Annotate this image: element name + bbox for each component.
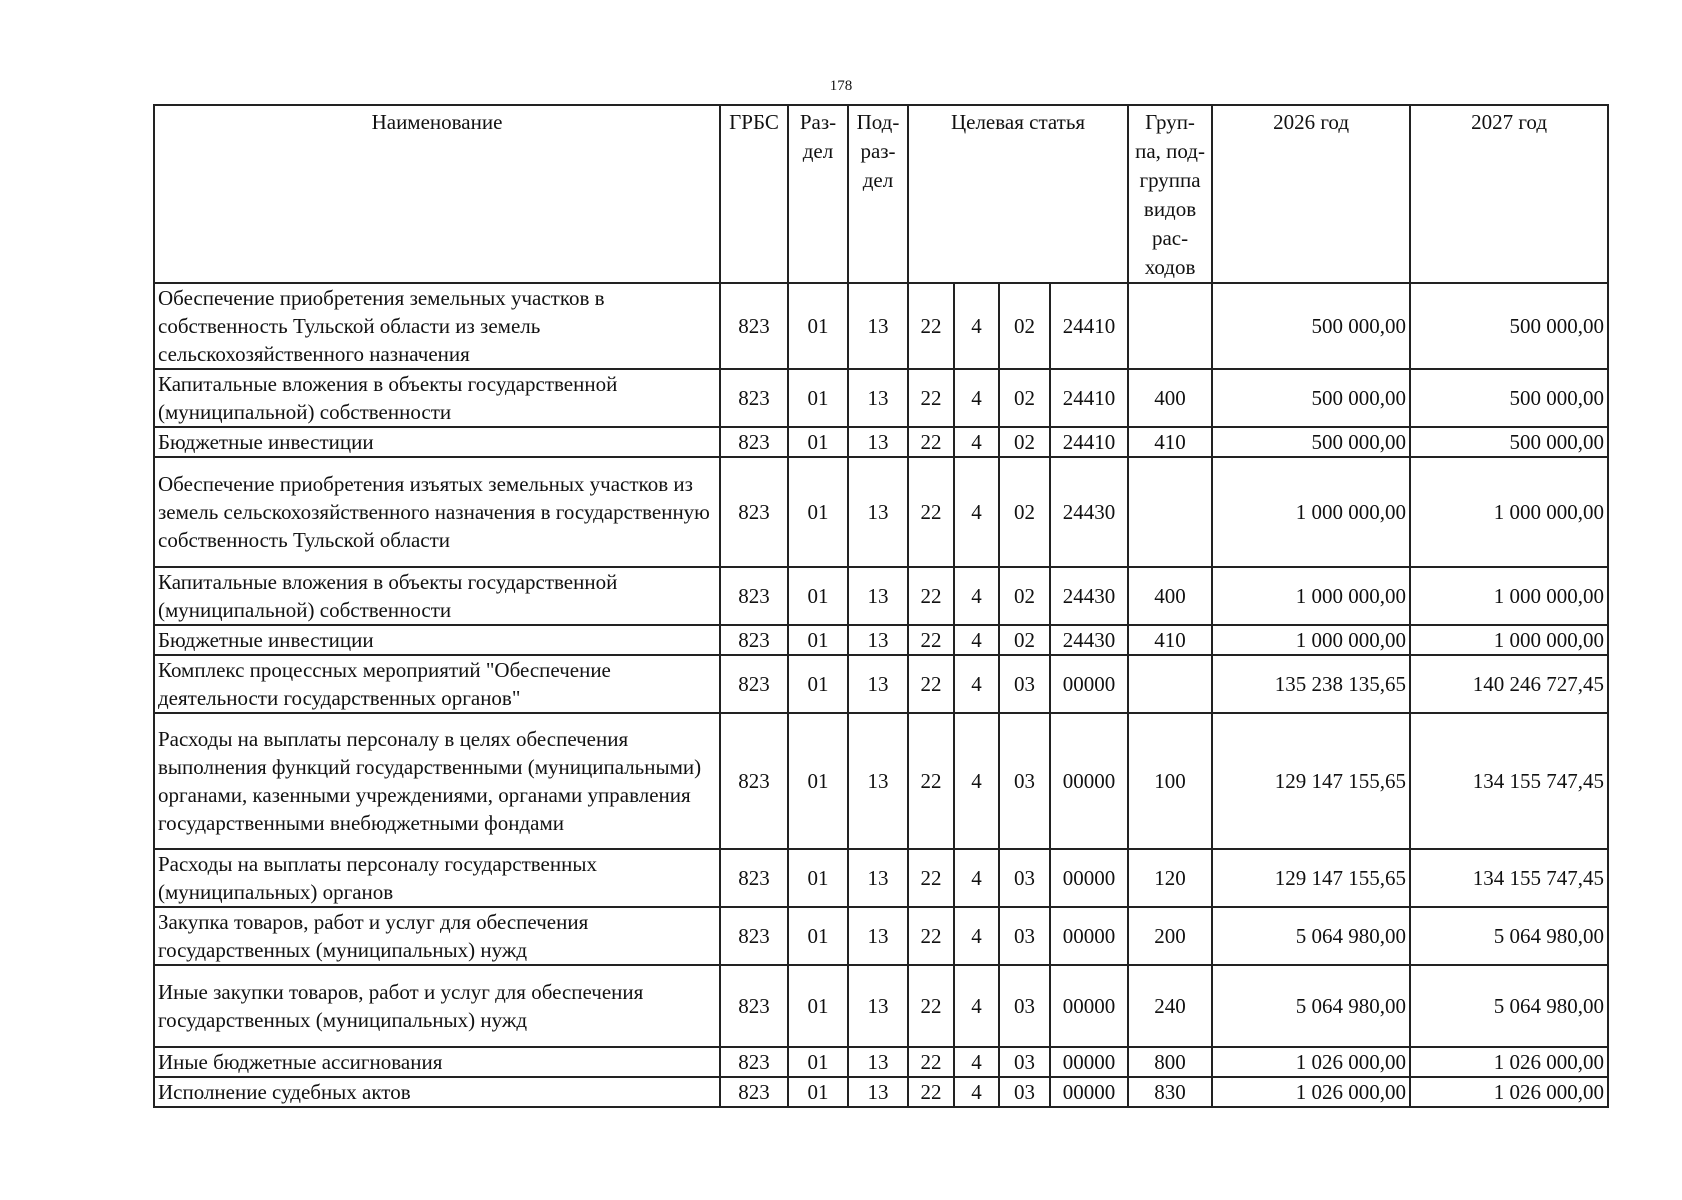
cell-podrazdel: 13	[848, 457, 908, 567]
cell-2027: 134 155 747,45	[1410, 713, 1608, 849]
cell-target-1: 22	[908, 457, 954, 567]
cell-target-4: 00000	[1050, 849, 1128, 907]
cell-2026: 129 147 155,65	[1212, 713, 1410, 849]
cell-name: Бюджетные инвестиции	[154, 625, 720, 655]
cell-target-3: 02	[999, 427, 1050, 457]
table-row	[154, 849, 1608, 907]
cell-2026: 1 026 000,00	[1212, 1077, 1410, 1107]
table-row	[154, 369, 1608, 427]
cell-grbs: 823	[720, 1047, 788, 1077]
cell-razdel: 01	[788, 457, 848, 567]
cell-target-2: 4	[954, 567, 999, 625]
cell-2026: 5 064 980,00	[1212, 907, 1410, 965]
cell-target-2: 4	[954, 625, 999, 655]
cell-2026: 135 238 135,65	[1212, 655, 1410, 713]
cell-razdel: 01	[788, 283, 848, 369]
cell-podrazdel: 13	[848, 965, 908, 1047]
cell-podrazdel: 13	[848, 283, 908, 369]
cell-2027: 500 000,00	[1410, 283, 1608, 369]
table-row	[154, 457, 1608, 567]
cell-target-2: 4	[954, 713, 999, 849]
cell-target-1: 22	[908, 849, 954, 907]
cell-target-3: 03	[999, 849, 1050, 907]
cell-2027: 140 246 727,45	[1410, 655, 1608, 713]
table-row	[154, 625, 1608, 655]
cell-expense-group	[1128, 457, 1212, 567]
cell-target-4: 00000	[1050, 1047, 1128, 1077]
cell-razdel: 01	[788, 567, 848, 625]
cell-target-2: 4	[954, 1047, 999, 1077]
cell-razdel: 01	[788, 713, 848, 849]
cell-target-3: 03	[999, 965, 1050, 1047]
cell-target-2: 4	[954, 457, 999, 567]
cell-target-1: 22	[908, 567, 954, 625]
cell-target-4: 00000	[1050, 655, 1128, 713]
cell-2026: 5 064 980,00	[1212, 965, 1410, 1047]
cell-2027: 5 064 980,00	[1410, 965, 1608, 1047]
cell-grbs: 823	[720, 457, 788, 567]
cell-target-1: 22	[908, 369, 954, 427]
cell-target-1: 22	[908, 283, 954, 369]
cell-expense-group	[1128, 283, 1212, 369]
header-2026: 2026 год	[1212, 105, 1410, 283]
cell-target-4: 24430	[1050, 457, 1128, 567]
cell-grbs: 823	[720, 427, 788, 457]
cell-expense-group: 410	[1128, 427, 1212, 457]
cell-2026: 500 000,00	[1212, 427, 1410, 457]
cell-target-1: 22	[908, 965, 954, 1047]
cell-podrazdel: 13	[848, 655, 908, 713]
cell-grbs: 823	[720, 655, 788, 713]
cell-name: Бюджетные инвестиции	[154, 427, 720, 457]
header-target-article: Целевая статья	[908, 105, 1128, 283]
cell-name: Исполнение судебных актов	[154, 1077, 720, 1107]
cell-target-4: 24410	[1050, 369, 1128, 427]
cell-target-3: 02	[999, 457, 1050, 567]
cell-target-3: 03	[999, 1047, 1050, 1077]
cell-razdel: 01	[788, 369, 848, 427]
cell-grbs: 823	[720, 849, 788, 907]
table-row	[154, 1047, 1608, 1077]
cell-name: Комплекс процессных мероприятий "Обеспечение деятельности государственных органов"	[154, 655, 720, 713]
cell-target-3: 03	[999, 655, 1050, 713]
cell-target-4: 24410	[1050, 283, 1128, 369]
cell-name: Закупка товаров, работ и услуг для обеспечения государственных (муниципальных) нужд	[154, 907, 720, 965]
table-row	[154, 567, 1608, 625]
cell-target-2: 4	[954, 907, 999, 965]
cell-grbs: 823	[720, 965, 788, 1047]
cell-2027: 500 000,00	[1410, 427, 1608, 457]
header-podrazdel: Под- раз- дел	[848, 105, 908, 283]
cell-2026: 1 000 000,00	[1212, 625, 1410, 655]
cell-target-1: 22	[908, 907, 954, 965]
cell-expense-group: 400	[1128, 369, 1212, 427]
cell-2026: 1 026 000,00	[1212, 1047, 1410, 1077]
header-grbs: ГРБС	[720, 105, 788, 283]
cell-2026: 1 000 000,00	[1212, 457, 1410, 567]
cell-target-3: 02	[999, 369, 1050, 427]
cell-target-4: 24430	[1050, 625, 1128, 655]
header-razdel: Раз- дел	[788, 105, 848, 283]
cell-target-2: 4	[954, 283, 999, 369]
cell-name: Иные бюджетные ассигнования	[154, 1047, 720, 1077]
table-row	[154, 965, 1608, 1047]
cell-target-1: 22	[908, 1077, 954, 1107]
cell-target-3: 02	[999, 625, 1050, 655]
cell-target-2: 4	[954, 655, 999, 713]
header-name: Наименование	[154, 105, 720, 283]
cell-target-4: 24410	[1050, 427, 1128, 457]
cell-target-2: 4	[954, 427, 999, 457]
cell-target-1: 22	[908, 1047, 954, 1077]
cell-grbs: 823	[720, 567, 788, 625]
cell-expense-group	[1128, 655, 1212, 713]
table-row	[154, 713, 1608, 849]
cell-2027: 1 026 000,00	[1410, 1047, 1608, 1077]
cell-target-4: 24430	[1050, 567, 1128, 625]
cell-podrazdel: 13	[848, 1047, 908, 1077]
cell-podrazdel: 13	[848, 713, 908, 849]
cell-podrazdel: 13	[848, 625, 908, 655]
cell-2026: 129 147 155,65	[1212, 849, 1410, 907]
cell-podrazdel: 13	[848, 1077, 908, 1107]
cell-2026: 500 000,00	[1212, 369, 1410, 427]
header-expense-group: Груп- па, под- группа видов рас- ходов	[1128, 105, 1212, 283]
table-body	[154, 283, 1608, 1107]
table-row	[154, 1077, 1608, 1107]
table-row	[154, 427, 1608, 457]
cell-razdel: 01	[788, 427, 848, 457]
cell-target-2: 4	[954, 965, 999, 1047]
cell-podrazdel: 13	[848, 427, 908, 457]
cell-podrazdel: 13	[848, 567, 908, 625]
cell-razdel: 01	[788, 655, 848, 713]
cell-razdel: 01	[788, 1077, 848, 1107]
cell-grbs: 823	[720, 369, 788, 427]
cell-expense-group: 200	[1128, 907, 1212, 965]
cell-name: Обеспечение приобретения земельных участков в собственность Тульской области из земель сельскохозяйственного назначения	[154, 283, 720, 369]
cell-expense-group: 240	[1128, 965, 1212, 1047]
cell-target-4: 00000	[1050, 1077, 1128, 1107]
cell-expense-group: 400	[1128, 567, 1212, 625]
cell-target-4: 00000	[1050, 713, 1128, 849]
header-2027: 2027 год	[1410, 105, 1608, 283]
cell-2026: 1 000 000,00	[1212, 567, 1410, 625]
cell-target-2: 4	[954, 369, 999, 427]
cell-target-4: 00000	[1050, 907, 1128, 965]
cell-podrazdel: 13	[848, 907, 908, 965]
cell-grbs: 823	[720, 625, 788, 655]
cell-2027: 5 064 980,00	[1410, 907, 1608, 965]
cell-target-3: 03	[999, 1077, 1050, 1107]
cell-podrazdel: 13	[848, 849, 908, 907]
cell-expense-group: 120	[1128, 849, 1212, 907]
table-row	[154, 283, 1608, 369]
cell-2027: 1 000 000,00	[1410, 567, 1608, 625]
cell-2027: 1 000 000,00	[1410, 457, 1608, 567]
cell-name: Расходы на выплаты персоналу в целях обеспечения выполнения функций государственными (муниципальными) органами, казенными учреждениями, органами управления государственными внебюджетными фондами	[154, 713, 720, 849]
cell-expense-group: 410	[1128, 625, 1212, 655]
cell-podrazdel: 13	[848, 369, 908, 427]
cell-grbs: 823	[720, 907, 788, 965]
cell-2027: 500 000,00	[1410, 369, 1608, 427]
cell-2027: 134 155 747,45	[1410, 849, 1608, 907]
cell-target-3: 02	[999, 283, 1050, 369]
cell-name: Иные закупки товаров, работ и услуг для обеспечения государственных (муниципальных) нужд	[154, 965, 720, 1047]
table-row	[154, 655, 1608, 713]
cell-target-1: 22	[908, 427, 954, 457]
cell-name: Капитальные вложения в объекты государственной (муниципальной) собственности	[154, 567, 720, 625]
cell-expense-group: 830	[1128, 1077, 1212, 1107]
cell-name: Обеспечение приобретения изъятых земельных участков из земель сельскохозяйственного назначения в государственную собственность Тульской области	[154, 457, 720, 567]
cell-name: Расходы на выплаты персоналу государственных (муниципальных) органов	[154, 849, 720, 907]
cell-target-1: 22	[908, 625, 954, 655]
cell-target-2: 4	[954, 849, 999, 907]
cell-name: Капитальные вложения в объекты государственной (муниципальной) собственности	[154, 369, 720, 427]
cell-target-3: 03	[999, 907, 1050, 965]
cell-razdel: 01	[788, 625, 848, 655]
cell-expense-group: 800	[1128, 1047, 1212, 1077]
cell-target-1: 22	[908, 713, 954, 849]
cell-expense-group: 100	[1128, 713, 1212, 849]
cell-grbs: 823	[720, 1077, 788, 1107]
header-row	[154, 105, 1608, 283]
cell-2026: 500 000,00	[1212, 283, 1410, 369]
budget-table	[153, 104, 1609, 1108]
cell-target-2: 4	[954, 1077, 999, 1107]
cell-target-3: 02	[999, 567, 1050, 625]
cell-razdel: 01	[788, 1047, 848, 1077]
page-number: 178	[829, 78, 853, 94]
cell-2027: 1 026 000,00	[1410, 1077, 1608, 1107]
cell-target-1: 22	[908, 655, 954, 713]
cell-2027: 1 000 000,00	[1410, 625, 1608, 655]
cell-target-3: 03	[999, 713, 1050, 849]
cell-target-4: 00000	[1050, 965, 1128, 1047]
cell-razdel: 01	[788, 907, 848, 965]
table-row	[154, 907, 1608, 965]
cell-razdel: 01	[788, 849, 848, 907]
cell-grbs: 823	[720, 713, 788, 849]
cell-razdel: 01	[788, 965, 848, 1047]
cell-grbs: 823	[720, 283, 788, 369]
